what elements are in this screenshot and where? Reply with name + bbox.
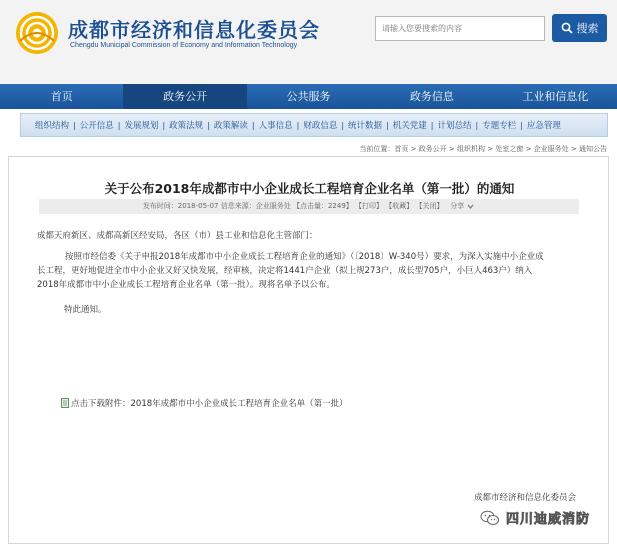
- nav-item-gov-info[interactable]: 政务信息: [409, 90, 454, 103]
- sub-nav-item[interactable]: 应急管理: [526, 121, 561, 131]
- sub-nav-separator: |: [341, 120, 345, 130]
- share-chevron-icon[interactable]: [466, 202, 475, 211]
- breadcrumb-separator: >: [485, 145, 496, 153]
- article-paragraph: 按照市经信委《关于申报2018年成都市中小企业成长工程培育企业的通知》（〔2018〕W-340号）要求，为深入实施中小企业成长工程，更好地促进全市中小企业又好又快发展，经审核，决定将1441户企业（拟上规273户，成长型705户，小巨人463户）纳入2018年成都市中小企业成长工程培育企业名单（第一批）。现将名单予以公布。: [37, 252, 544, 290]
- site-header: [0, 0, 617, 84]
- sub-nav-item[interactable]: 统计数据: [348, 121, 383, 131]
- sub-nav-item[interactable]: 机关党建: [392, 121, 427, 131]
- breadcrumb-separator: >: [446, 145, 458, 153]
- breadcrumb-item[interactable]: 企业服务处: [533, 145, 569, 153]
- attachment-label: 点击下载附件：2018年成都市中小企业成长工程培育企业名单（第一批）: [71, 399, 348, 409]
- sub-nav-separator: |: [430, 120, 434, 130]
- document-icon: [61, 398, 69, 408]
- nav-item-industry-it[interactable]: 工业和信息化: [522, 90, 589, 103]
- nav-item-home[interactable]: 首页: [50, 90, 73, 103]
- breadcrumb-separator: >: [568, 145, 579, 153]
- sub-nav-separator: |: [520, 120, 523, 130]
- sub-nav-separator: |: [207, 120, 210, 130]
- breadcrumb-separator: >: [523, 145, 534, 153]
- article-notice: 特此通知。: [64, 305, 107, 315]
- article-panel: [8, 156, 609, 544]
- sub-nav-item[interactable]: 人事信息: [258, 121, 293, 131]
- sub-nav-item[interactable]: 政策法规: [169, 121, 204, 131]
- search-icon: [561, 22, 573, 34]
- publish-time: 发布时间：2018-05-07: [142, 202, 219, 210]
- search-button[interactable]: [552, 14, 607, 42]
- sub-nav-separator: |: [296, 120, 300, 130]
- breadcrumb-separator: >: [408, 145, 419, 153]
- sub-nav-separator: |: [386, 120, 389, 130]
- watermark-text: 四川迪威消防: [506, 512, 591, 527]
- sub-nav-separator: |: [475, 120, 479, 130]
- attachment-download-link[interactable]: [61, 397, 348, 409]
- print-link[interactable]: 【打印】: [355, 202, 384, 210]
- favorite-link[interactable]: 【收藏】: [385, 202, 414, 210]
- search-button-label: 搜索: [576, 22, 599, 35]
- share-link[interactable]: 分享: [450, 202, 465, 210]
- sub-nav-item[interactable]: 政策解读: [213, 121, 248, 131]
- nav-item-gov-affairs[interactable]: 政务公开: [123, 84, 246, 109]
- main-nav: [0, 84, 617, 109]
- breadcrumb-item[interactable]: 通知公告: [579, 145, 607, 153]
- breadcrumb-item[interactable]: 首页: [394, 145, 409, 153]
- nav-item-public-service[interactable]: 公共服务: [286, 90, 331, 103]
- breadcrumb: [359, 144, 607, 154]
- site-subtitle: Chengdu Municipal Commission of Economy and Information Technology: [70, 42, 298, 49]
- info-source: 信息来源：企业服务处: [220, 202, 291, 210]
- article-salutation: 成都天府新区、成都高新区经安局，各区（市）县工业和信息化主管部门：: [37, 231, 318, 241]
- sub-nav: [20, 113, 608, 137]
- article-title: 关于公布2018年成都市中小企业成长工程培育企业名单（第一批）的通知: [104, 181, 515, 196]
- article-signature: 成都市经济和信息化委员会: [474, 493, 577, 503]
- breadcrumb-item[interactable]: 处室之窗: [495, 145, 524, 153]
- breadcrumb-label: 当前位置：: [359, 145, 395, 153]
- sub-nav-item[interactable]: 公开信息: [79, 121, 114, 131]
- wechat-watermark: [480, 508, 590, 527]
- search-input[interactable]: [375, 16, 545, 41]
- sun-logo-icon[interactable]: [14, 10, 60, 56]
- hit-count: 【点击量：2249】: [292, 202, 353, 210]
- article-meta-bar: [39, 199, 579, 214]
- sub-nav-item[interactable]: 专题专栏: [482, 121, 517, 131]
- sub-nav-separator: |: [251, 120, 255, 130]
- breadcrumb-item[interactable]: 政务公开: [418, 145, 447, 153]
- breadcrumb-item[interactable]: 组织机构: [457, 145, 486, 153]
- site-title: 成都市经济和信息化委员会: [68, 18, 320, 42]
- sub-nav-item[interactable]: 财政信息: [303, 121, 338, 131]
- sub-nav-item[interactable]: 发展规划: [124, 121, 159, 131]
- sub-nav-separator: |: [73, 120, 76, 130]
- wechat-icon: [480, 510, 500, 526]
- close-link[interactable]: 【关闭】: [415, 202, 444, 210]
- sub-nav-item[interactable]: 组织结构: [35, 121, 70, 131]
- sub-nav-item[interactable]: 计划总结: [437, 121, 472, 131]
- sub-nav-separator: |: [162, 120, 166, 130]
- sub-nav-separator: |: [117, 120, 121, 130]
